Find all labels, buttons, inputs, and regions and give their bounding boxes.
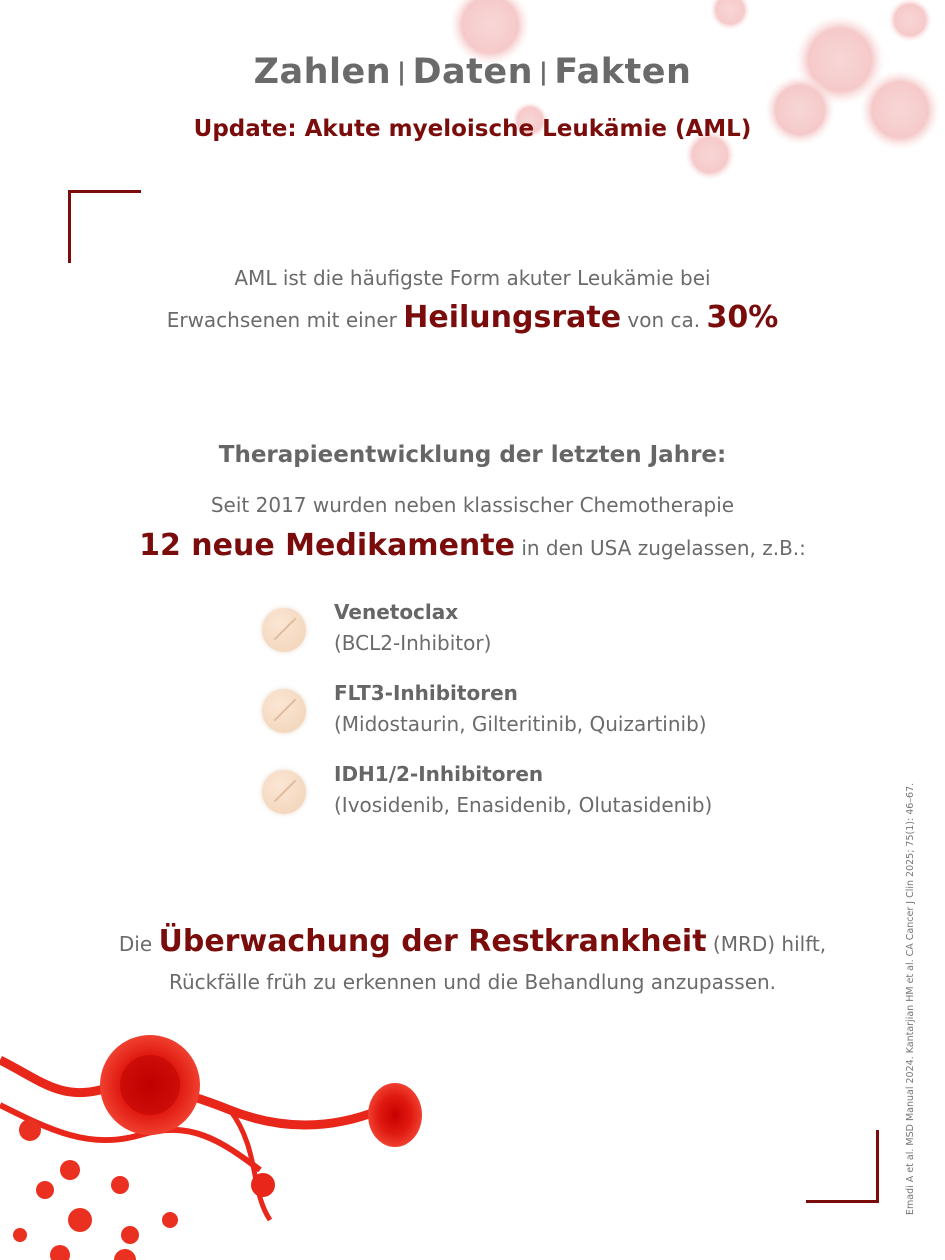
therapy-heading: Therapieentwicklung der letzten Jahre:: [218, 442, 727, 468]
cure-rate-value: 30%: [706, 300, 779, 335]
drug-description: (Midostaurin, Gilteritinib, Quizartinib): [334, 712, 707, 736]
therapy-line-2: [0, 528, 945, 563]
intro-text: von ca.: [627, 308, 701, 332]
therapy-text: in den USA zugelassen, z.B.:: [521, 536, 806, 560]
intro-line-1: AML ist die häufigste Form akuter Leukämie bei: [234, 266, 711, 290]
blood-cells-decoration-bottom: [0, 1020, 450, 1260]
new-drugs-highlight: 12 neue Medikamente: [139, 528, 515, 563]
pill-icon: [262, 608, 306, 652]
mrd-text: Die: [118, 932, 153, 956]
corner-bracket-top-left: [68, 190, 141, 263]
drug-item: [262, 762, 782, 832]
mrd-line-1: [0, 924, 945, 959]
subtitle: Update: Akute myeloische Leukämie (AML): [193, 116, 752, 142]
drug-name: Venetoclax: [334, 600, 459, 624]
drug-item: [262, 681, 782, 751]
drug-description: (BCL2-Inhibitor): [334, 631, 492, 655]
therapy-line-1: Seit 2017 wurden neben klassischer Chemotherapie: [210, 493, 735, 517]
mrd-line-2: Rückfälle früh zu erkennen und die Behandlung anzupassen.: [168, 970, 777, 994]
intro-text: Erwachsenen mit einer: [166, 308, 397, 332]
blood-cells-decoration-top: [420, 0, 945, 200]
pill-icon: [262, 689, 306, 733]
mrd-highlight: Überwachung der Restkrankheit: [158, 924, 707, 959]
title-separator: |: [539, 58, 549, 86]
corner-bracket-bottom-right: [806, 1130, 879, 1203]
title-separator: |: [397, 58, 407, 86]
cure-rate-highlight: Heilungsrate: [403, 300, 622, 335]
page-title: [0, 52, 945, 92]
drug-item: [262, 600, 782, 670]
mrd-text: (MRD) hilft,: [712, 932, 827, 956]
intro-line-2: [0, 300, 945, 335]
drug-name: IDH1/2-Inhibitoren: [334, 762, 544, 786]
title-part: Zahlen: [253, 52, 392, 92]
source-citation: Emadi A et al. MSD Manual 2024. Kantarjian HM et al. CA Cancer J Clin 2025; 75(1): 46–67.: [905, 782, 916, 1215]
pill-icon: [262, 770, 306, 814]
drug-name: FLT3-Inhibitoren: [334, 681, 518, 705]
title-part: Daten: [412, 52, 533, 92]
title-part: Fakten: [554, 52, 692, 92]
drug-description: (Ivosidenib, Enasidenib, Olutasidenib): [334, 793, 713, 817]
